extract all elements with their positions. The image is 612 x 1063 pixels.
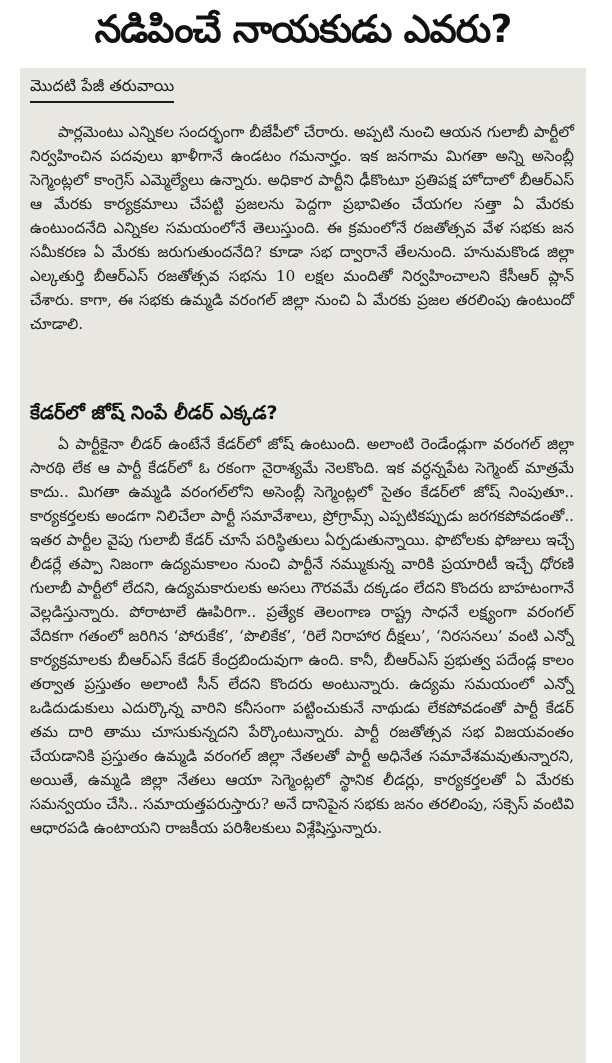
page-margin-left: [0, 0, 20, 1063]
headline-band: [20, 0, 586, 68]
article-subheading: కేడర్‌లో జోష్ నింపే లీడర్ ఎక్కడ?: [30, 402, 278, 424]
article-paragraph-1: పార్లమెంటు ఎన్నికల సందర్భంగా బీజేపీలో చేరారు. అప్పటి నుంచి ఆయన గులాబీ పార్టీలో నిర్వహించిన పదవులు ఖాళీగానే ఉండటం గమనార్హం. ఇక జనగామ మిగతా అన్ని అసెంబ్లీ సెగ్మెంట్లలో కాంగ్రెస్ ఎమ్మెల్యేలు ఉన్నారు. అధికార పార్టీని ఢీకొంటూ ప్రతిపక్ష హోదాలో బీఆర్ఎస్ ఆ మేరకు కార్యక్రమాలు చేపట్టి ప్రజలను పెద్దగా ప్రభావితం చేయగల సత్తా ఏ మేరకు ఉంటుందనేది ఎన్నికల సమయంలోనే తెలుస్తుంది. ఈ క్రమంలోనే రజతోత్సవ వేళ సభకు జన సమీకరణ ఏ మేరకు జరుగుతుందనేది? కూడా సభ ద్వారానే తేలనుంది. హనుమకొండ జిల్లా ఎల్కతుర్తి బీఆర్ఎస్ రజతోత్సవ సభను 10 లక్షల మందితో నిర్వహించాలని కేసీఆర్ ప్లాన్ చేశారు. కాగా, ఈ సభకు ఉమ్మడి వరంగల్ జిల్లా నుంచి ఏ మేరకు ప్రజల తరలింపు ఉంటుందో చూడాలి.: [30, 123, 574, 333]
page-margin-right: [586, 0, 612, 1063]
article-paragraph-2: ఏ పార్టీకైనా లీడర్ ఉంటేనే కేడర్‌లో జోష్ ఉంటుంది. అలాంటి రెండేండ్లుగా వరంగల్ జిల్లా సారథి లేక ఆ పార్టీ కేడర్‌లో ఓ రకంగా నైరాశ్యమే నెలకొంది. ఇక వర్ధన్నపేట సెగ్మెంట్ మాత్రమే కాదు.. మిగతా ఉమ్మడి వరంగల్‌లోని అసెంబ్లీ సెగ్మెంట్లలో సైతం కేడర్‌లో జోష్ నింపుతూ.. కార్యకర్తలకు అండగా నిలిచేలా పార్టీ సమావేశాలు, ప్రోగ్రామ్స్ ఎప్పటికప్పుడు జరగకపోవడంతో.. ఇతర పార్టీల వైపు గులాబీ కేడర్ చూసే పరిస్థితులు ఏర్పడుతున్నాయి. ఫొటోలకు ఫోజులు ఇచ్చే లీడర్లే తప్పా నిజంగా ఉద్యమకాలం నుంచి పార్టీనే నమ్ముకున్న వారికి ప్రయారిటీ ఇచ్చే ధోరణి గులాబీ పార్టీలో లేదని, ఉద్యమకారులకు అసలు గౌరవమే దక్కడం లేదని కొందరు బాహటంగానే వెల్లడిస్తున్నారు. పోరాటాలే ఊపిరిగా.. ప్రత్యేక తెలంగాణ రాష్ట్ర సాధనే లక్ష్యంగా వరంగల్ వేదికగా గతంలో జరిగిన ‘పోరుకేక’, ‘పొలికేక’, ‘రిలే నిరాహార దీక్షలు’, ‘నిరసనలు’ వంటి ఎన్నో కార్యక్రమాలకు బీఆర్ఎస్ కేడర్ కేంద్రబిందువుగా ఉంది. కానీ, బీఆర్ఎస్ ప్రభుత్వ పదేండ్ల కాలం తర్వాత ప్రస్తుతం అలాంటి సీన్ లేదని కొందరు అంటున్నారు. ఉద్యమ సమయంలో ఎన్నో ఒడిదుడుకులు ఎదుర్కొన్న వారిని కనీసంగా పట్టించుకునే నాథుడు లేకపోవడంతో పార్టీ కేడర్ తమ దారి తాము చూసుకున్నదని పేర్కొంటున్నారు. పార్టీ రజతోత్సవ సభ విజయవంతం చేయడానికి ప్రస్తుతం ఉమ్మడి వరంగల్ జిల్లా నేతలతో పార్టీ అధినేత సమావేశమవుతున్నారని, అయితే, ఉమ్మడి జిల్లా నేతలు ఆయా సెగ్మెంట్లలో స్థానిక లీడర్లు, కార్యకర్తలతో ఏ మేరకు సమన్వయం చేసి.. సమాయత్తపరుస్తారు? అనే దానిపైన సభకు జనం తరలింపు, సక్సెస్ వంటివి ఆధారపడి ఉంటాయని రాజకీయ పరిశీలకులు విశ్లేషిస్తున్నారు.: [30, 435, 574, 837]
article-headline: నడిపించే నాయకుడు ఎవరు?: [94, 7, 512, 51]
news-article: [20, 0, 586, 1063]
continuation-label: మొదటి పేజీ తరువాయి: [30, 76, 174, 103]
